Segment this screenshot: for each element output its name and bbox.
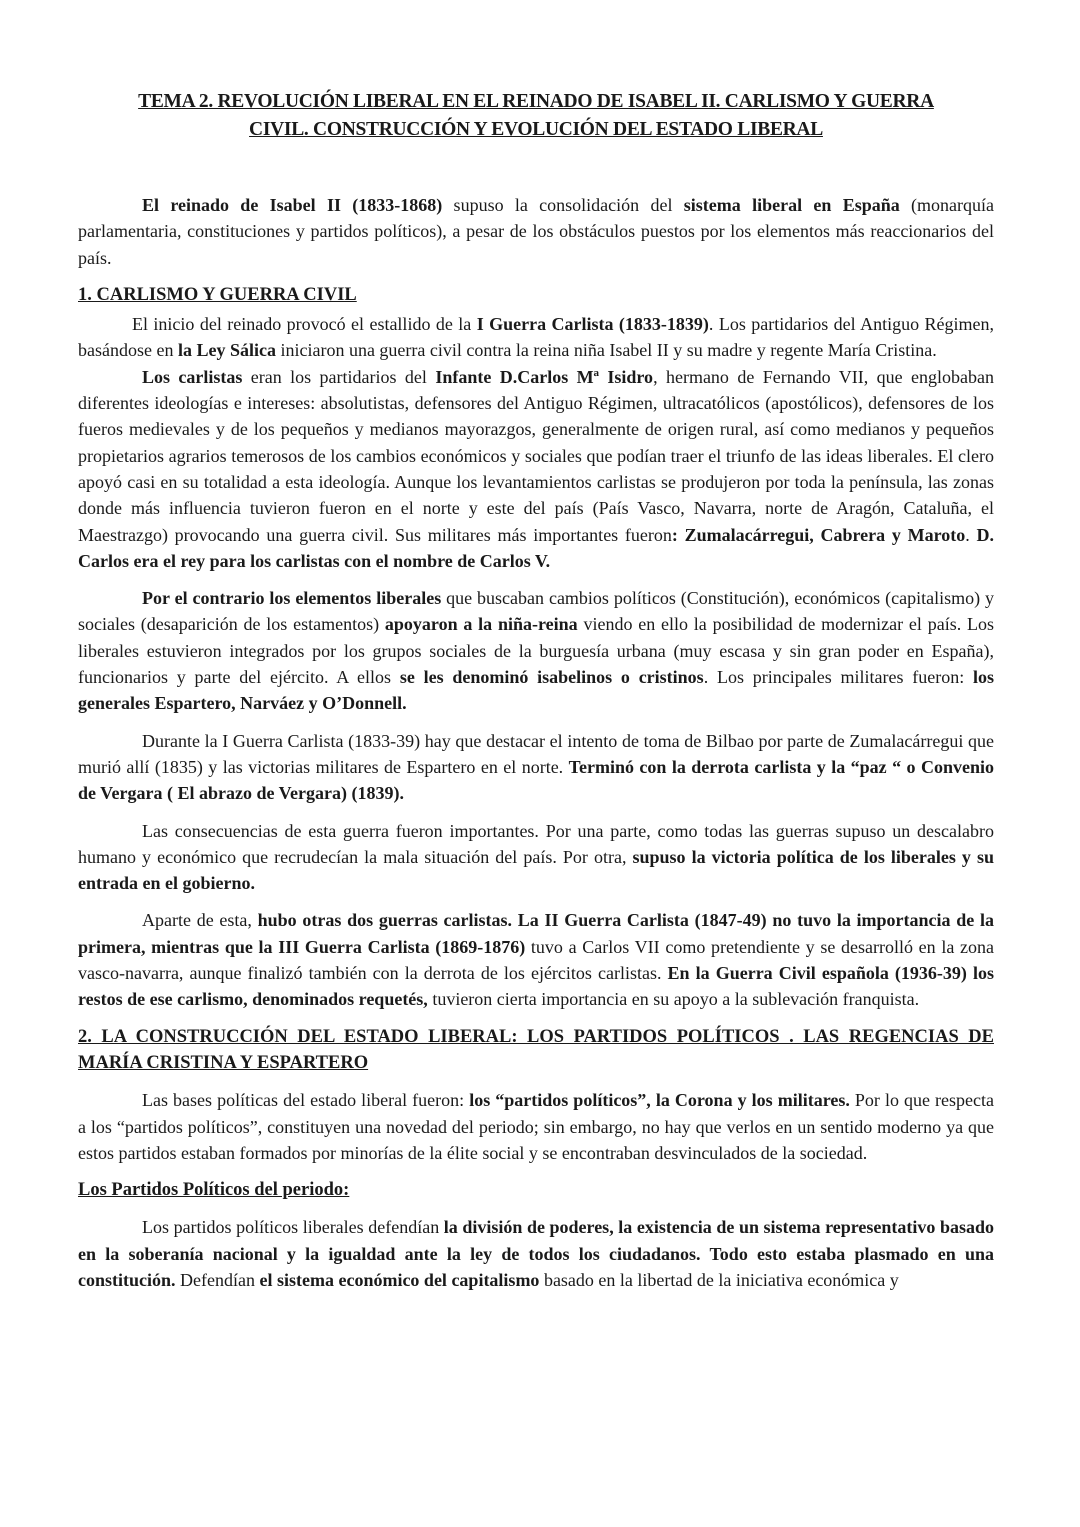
text: Las consecuencias de esta guerra fueron importantes. Por una parte, como todas las guerras supuso un descalabro humano y económico que recrudecían la mala situación del país. Por otra,: [78, 820, 994, 867]
text: tuvo a Carlos VII como pretendiente y se desarrolló en la zona vasco-navarra, aunque finalizó también con la derrota de los ejércitos carlistas.: [78, 936, 994, 984]
bold-text: supuso la victoria política de los liberales y su entrada en el gobierno.: [78, 846, 994, 894]
bold-text: se les denominó isabelinos o cristinos: [399, 667, 704, 688]
text: .: [965, 524, 977, 545]
text: Por lo que respecta a los “partidos políticos”, constituyen una novedad del periodo; sin embargo, no hay que verlos en un sentido moderno ya que estos partidos estaban formados por minorías de la élite social y se encontraban desvinculados de la sociedad.: [78, 1090, 994, 1163]
text: El inicio del reinado provocó el estallido de la: [132, 314, 477, 335]
section-2-paragraph-1: [78, 1087, 994, 1166]
intro-text-2: (monarquía parlamentaria, constituciones y partidos políticos), a pesar de los obstáculos puestos por los elementos más reaccionarios del país.: [78, 195, 995, 268]
section-1-heading: 1. CARLISMO Y GUERRA CIVIL: [78, 284, 357, 305]
text: basado en la libertad de la iniciativa económica y: [539, 1269, 899, 1290]
text: . Los principales militares fueron:: [703, 667, 973, 688]
intro-bold-1: El reinado de Isabel II (1833-1868): [142, 195, 443, 215]
text: Durante la I Guerra Carlista (1833-39) hay que destacar el intento de toma de Bilbao por parte de Zumalacárregui que murió allí (1835) y las victorias militares de Espartero en el norte.: [78, 730, 994, 777]
title-line-1: TEMA 2. REVOLUCIÓN LIBERAL EN EL REINADO DE ISABEL II. CARLISMO Y GUERRA: [138, 91, 934, 112]
text: eran los partidarios del: [242, 366, 436, 387]
text: Aparte de esta,: [142, 910, 258, 931]
bold-text: el sistema económico del capitalismo: [259, 1269, 540, 1290]
bold-text: la Ley Sálica: [177, 340, 276, 361]
bold-text: apoyaron a la niña-reina: [384, 614, 578, 635]
text: tuvieron cierta importancia en su apoyo a la sublevación franquista.: [427, 989, 920, 1010]
text: Los partidos políticos liberales defendían: [142, 1217, 444, 1238]
bold-text: Los carlistas: [142, 366, 243, 387]
bold-text: los “partidos políticos”, la Corona y los militares.: [469, 1090, 850, 1111]
bold-text: I Guerra Carlista (1833-1839): [476, 314, 709, 335]
text: que buscaban cambios políticos (Constitución), económicos (capitalismo) y sociales (desaparición de los estamentos): [78, 588, 994, 635]
text: Las bases políticas del estado liberal fueron:: [142, 1090, 470, 1111]
section-2-subheading: Los Partidos Políticos del periodo:: [78, 1180, 350, 1201]
bold-text: hubo otras dos guerras carlistas. La II Guerra Carlista (1847-49) no tuvo la importancia de la primera, mientras que la III Guerra Carlista (1869-1876): [78, 910, 994, 957]
section-1-paragraph-3: [78, 585, 994, 716]
bold-text: En la Guerra Civil española (1936-39) los restos de ese carlismo, denominados requetés,: [78, 963, 994, 1010]
bold-text: D. Carlos era el rey para los carlistas con el nombre de Carlos V.: [78, 524, 994, 571]
intro-paragraph: [78, 192, 994, 271]
text: , hermano de Fernando VII, que englobaban diferentes ideologías e intereses: absolutistas, defensores del Antiguo Régimen, ultracatólicos (apostólicos), defensores de los fueros medievales y de los pequeños y medianos mayorazgos, generalmente de origen rural, así como medianos y pequeños propietarios agrarios temerosos de los cambios económicos y sociales que podían traer el triunfo de las ideas liberales. El clero apoyó casi en su totalidad a esta ideología. Aunque los levantamientos carlistas se produjeron por toda la península, las zonas donde más influencia tuvieron fueron en el norte y este del país (País Vasco, Navarra, norte de Aragón, Cataluña, el Maestrazgo) provocando una guerra civil. Sus militares más importantes fueron: [78, 366, 994, 545]
bold-text: Por el contrario los elementos liberales: [142, 588, 442, 609]
text: . Los partidarios del Antiguo Régimen, basándose en: [78, 314, 994, 361]
section-1-paragraph-1: [78, 311, 994, 364]
bold-text: Infante D.Carlos Mª Isidro: [435, 366, 654, 387]
text: iniciaron una guerra civil contra la reina niña Isabel II y su madre y regente María Cristina.: [275, 340, 937, 361]
document-title: [78, 88, 994, 144]
section-1-paragraph-2: [78, 364, 994, 574]
section-1-paragraph-4: [78, 728, 994, 807]
text: viendo en ello la posibilidad de modernizar el país. Los liberales estuvieron integrados por los grupos sociales de la burguesía urbana (muy escasa y sin gran poder en España), funcionarios y parte del ejército. A ellos: [78, 614, 994, 688]
section-2-paragraph-2: [78, 1214, 994, 1293]
title-line-2: CIVIL. CONSTRUCCIÓN Y EVOLUCIÓN DEL ESTADO LIBERAL: [249, 119, 823, 140]
bold-text: los generales Espartero, Narváez y O’Donnell.: [78, 667, 995, 714]
section-1-paragraph-6: [78, 907, 994, 1012]
intro-text-1: supuso la consolidación del: [442, 195, 684, 215]
bold-text: la división de poderes, la existencia de un sistema representativo basado en la soberanía nacional y la igualdad ante la ley de todos los ciudadanos. Todo esto estaba plasmado en una constitución.: [78, 1217, 995, 1290]
intro-bold-2: sistema liberal en España: [683, 195, 900, 215]
bold-text: Terminó con la derrota carlista y la “paz “ o Convenio de Vergara ( El abrazo de Vergara) (1839).: [78, 756, 994, 804]
text: Defendían: [175, 1269, 260, 1290]
document-page: [78, 88, 994, 1293]
bold-text: : Zumalacárregui, Cabrera y Maroto: [671, 524, 966, 545]
section-2-heading: 2. LA CONSTRUCCIÓN DEL ESTADO LIBERAL: LOS PARTIDOS POLÍTICOS . LAS REGENCIAS DE MARÍA CRISTINA Y ESPARTERO: [78, 1026, 994, 1073]
section-1-paragraph-5: [78, 818, 994, 897]
